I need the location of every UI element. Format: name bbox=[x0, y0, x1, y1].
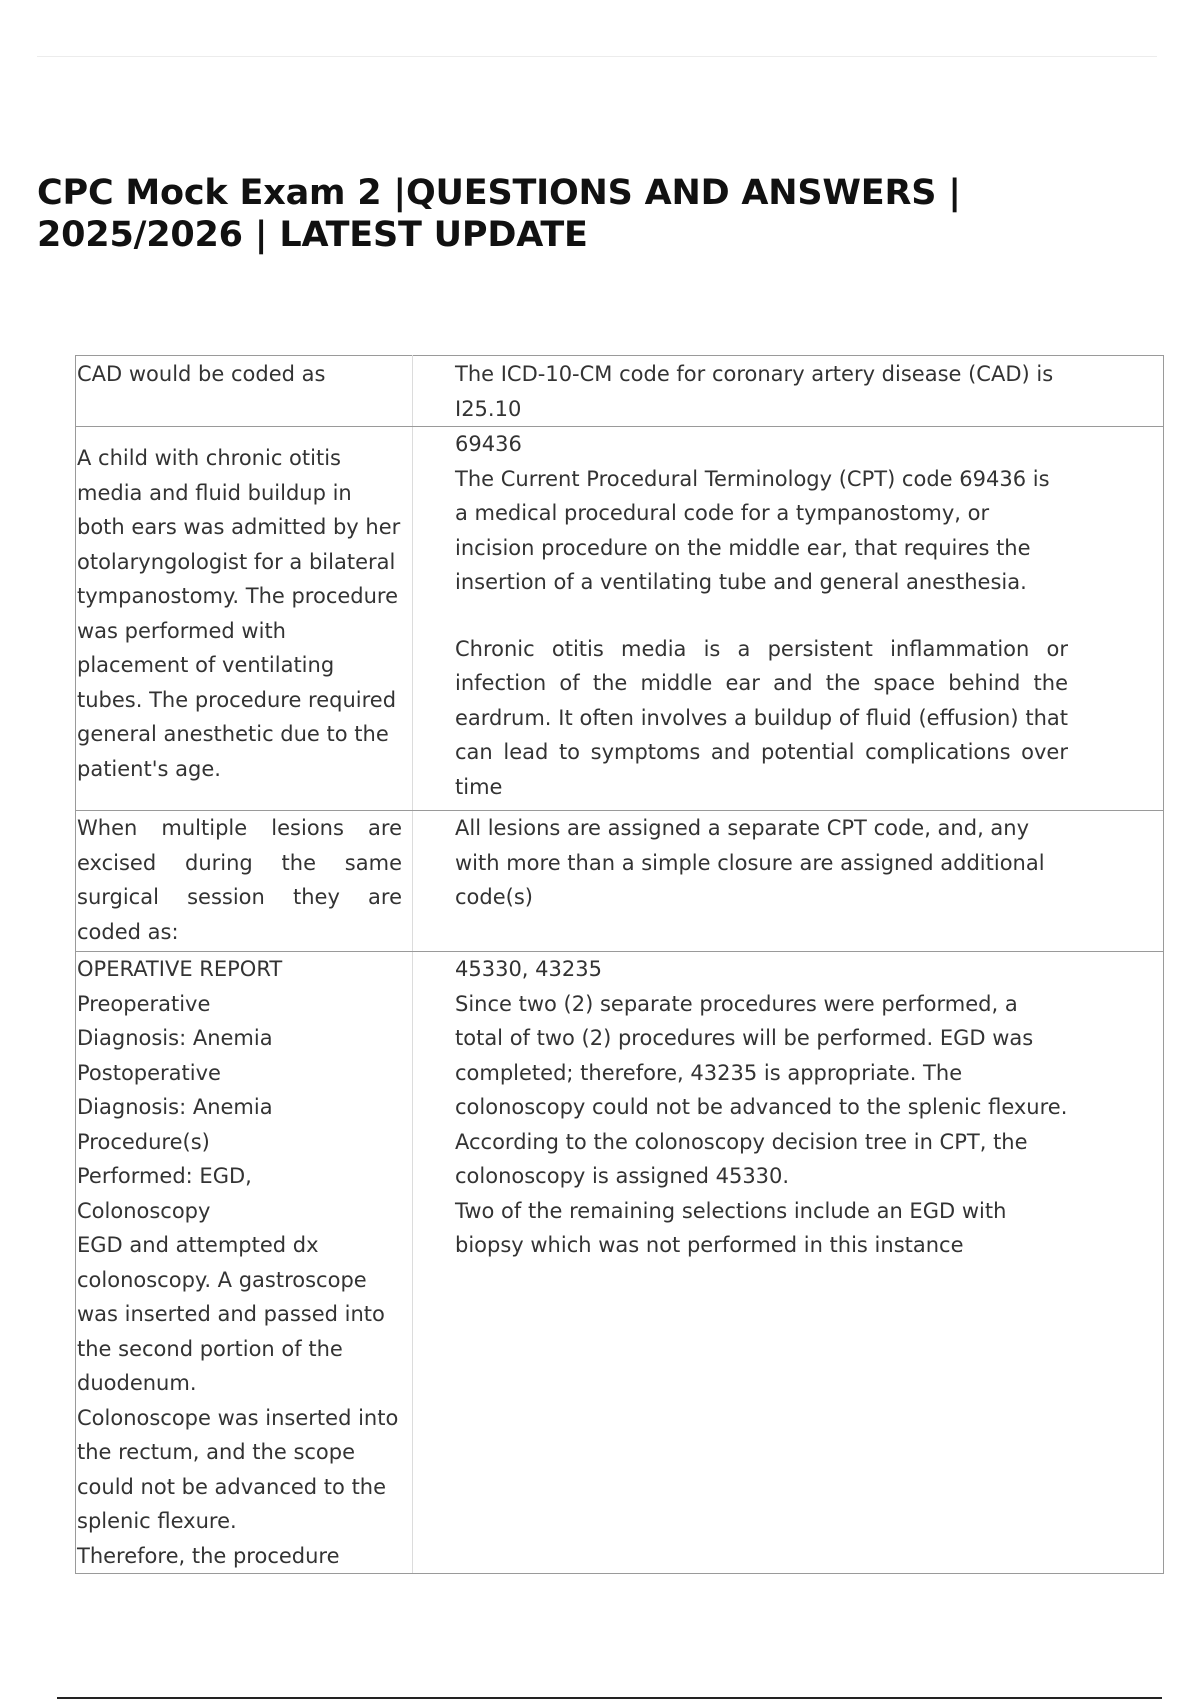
table-row bbox=[76, 952, 1164, 1574]
question-text: Colonoscopy bbox=[77, 1198, 211, 1223]
question-text: Diagnosis: Anemia bbox=[77, 1026, 273, 1050]
answer-code: 69436 bbox=[455, 432, 522, 456]
answer-cell bbox=[413, 356, 1164, 427]
question-cell bbox=[76, 427, 413, 811]
answer-text: Two of the remaining selections include an EGD with biopsy which was not performed in this instance bbox=[455, 1198, 1007, 1257]
answer-text: The Current Procedural Terminology (CPT) code 69436 is a medical procedural code for a tympanostomy, or incision procedure on the middle ear, that requires the insertion of a ventilating tube and general anesthesia. bbox=[455, 466, 1050, 594]
document-title: CPC Mock Exam 2 |QUESTIONS AND ANSWERS | 2025/2026 | LATEST UPDATE bbox=[37, 173, 961, 255]
question-text: Colonoscope was inserted into the rectum, and the scope could not be advanced to the splenic flexure. bbox=[77, 1405, 399, 1533]
question-cell bbox=[76, 952, 413, 1574]
question-text: Diagnosis: Anemia bbox=[77, 1095, 273, 1119]
answer-text: The ICD-10-CM code for coronary artery disease (CAD) is I25.10 bbox=[455, 362, 1054, 421]
answer-text: Since two (2) separate procedures were performed, a total of two (2) procedures will be performed. EGD was completed; therefore, 43235 is appropriate. The colonoscopy could not be advanced to the splenic flexure. According to the colonoscopy decision tree in CPT, the colonoscopy is assigned 45330. bbox=[455, 991, 1068, 1188]
question-text: Performed: EGD, bbox=[77, 1164, 252, 1188]
answer-cell bbox=[413, 811, 1164, 952]
question-text: Postoperative bbox=[77, 1060, 221, 1085]
question-text: Preoperative bbox=[77, 991, 211, 1016]
question-cell bbox=[76, 356, 413, 427]
table-row bbox=[76, 811, 1164, 952]
question-text: Therefore, the procedure bbox=[77, 1543, 340, 1568]
question-text: EGD and attempted dx colonoscopy. A gastroscope was inserted and passed into the second portion of the duodenum. bbox=[77, 1233, 385, 1395]
footer-divider bbox=[57, 1697, 1162, 1699]
question-text: CAD would be coded as bbox=[77, 362, 326, 386]
question-text: When multiple lesions are excised during the same surgical session they are coded as: bbox=[77, 816, 402, 944]
question-cell bbox=[76, 811, 413, 952]
header-divider bbox=[37, 56, 1157, 57]
question-text: Procedure(s) bbox=[77, 1129, 210, 1154]
answer-text: Chronic otitis media is a persistent inflammation or infection of the middle ear and the space behind the eardrum. It often involves a buildup of fluid (effusion) that can lead to symptoms and potential complications over time bbox=[455, 636, 1068, 799]
answer-code: 45330, 43235 bbox=[455, 957, 602, 981]
table-row bbox=[76, 427, 1164, 811]
report-heading: OPERATIVE REPORT bbox=[77, 957, 283, 981]
answer-cell bbox=[413, 427, 1164, 811]
table-row bbox=[76, 356, 1164, 427]
qa-table bbox=[75, 355, 1164, 1574]
answer-text: All lesions are assigned a separate CPT code, and, any with more than a simple closure are assigned additional code(s) bbox=[455, 816, 1045, 909]
question-text: A child with chronic otitis media and fluid buildup in both ears was admitted by her otolaryngologist for a bilateral tympanostomy. The procedure was performed with placement of ventilating tubes. The procedure required general anesthetic due to the patient's age. bbox=[77, 446, 401, 781]
answer-cell bbox=[413, 952, 1164, 1574]
